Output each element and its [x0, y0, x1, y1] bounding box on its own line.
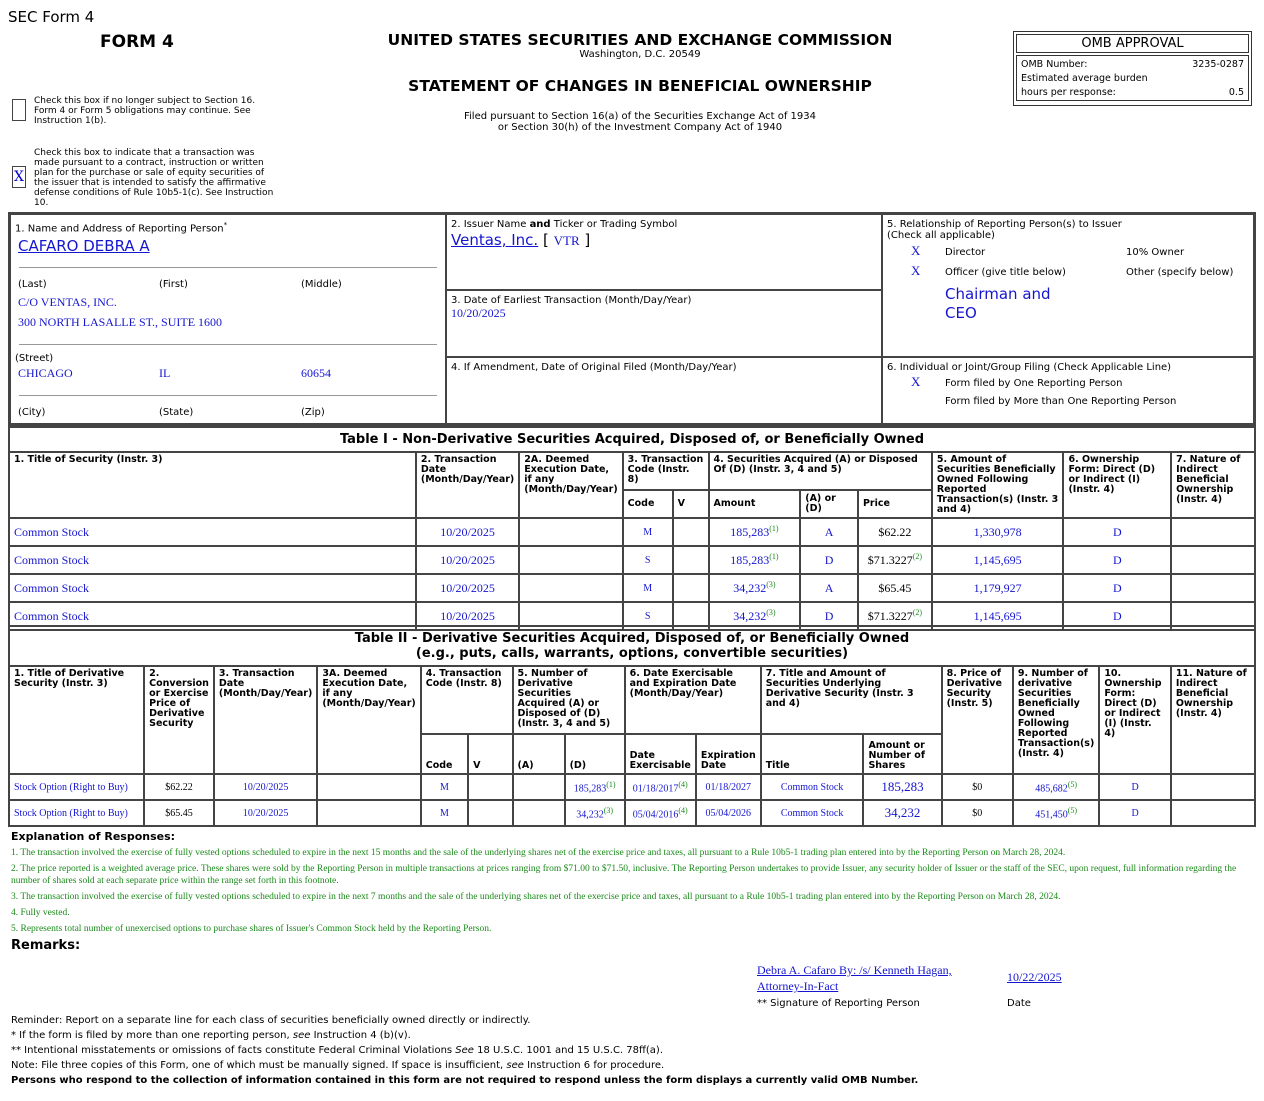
page-title: SEC Form 4 — [8, 8, 95, 26]
omb-number-label: OMB Number: — [1021, 59, 1088, 70]
note-multiple-persons: * If the form is filed by more than one reporting person, see Instruction 4 (b)(v). — [11, 1030, 411, 1041]
signature-link[interactable]: Debra A. Cafaro By: /s/ Kenneth Hagan, Attorney-In-Fact — [757, 963, 952, 993]
reminder: Reminder: Report on a separate line for each class of securities beneficially owned directly or indirectly. — [11, 1015, 531, 1026]
box-filing-type: 6. Individual or Joint/Group Filing (Check Applicable Line) X Form filed by One Reporting Person Form filed by More than One Reporting Person — [882, 357, 1254, 424]
officer-checkmark[interactable]: X — [911, 263, 921, 278]
table-derivative: Table II - Derivative Securities Acquired, Disposed of, or Beneficially Owned (e.g., puts, calls, warrants, options, convertible securities) 1. Title of Derivative Security (Instr. 3) 2. Conversion or Exercise Price of Derivative Security 3. Transaction Date (Month/Day/Year) 3A. Deemed Execution Date, if any (Month/Day/Year) 4. Transaction Code (Instr. 8) 5. Number of Derivative Securities Acquired (A) or Disposed of (D) (Instr. 3, 4 and 5) 6. Date Exercisable and Expiration Date (Month/Day/Year) 7. Title and Amount of Securities Underlying Derivative Security (Instr. 3 and 4) 8. Price of Derivative Security (Instr. 5) 9. Number of derivative Securities Beneficially Owned Following Reported Transaction(s) (Instr. 4) 10. Ownership Form: Direct (D) or Indirect (I) (Instr. 4) 11. Nature of Indirect Beneficial Ownership (Instr. 4) Code V (A) (D) Date Exercisable Expiration Date Title Amount or Number of Shares Stock Option (Right to Buy) $62.22 10/20/2025 M 185,283$^{(1)}$ 01/18/2017$^{(4)}$ 01/18/2027 Common Stock 185,283 $0 485,682$^{(5)}$ D Stock Option (Right to Buy) $65.45 10/20/2025 M 34,232$^{(3)}$ 05/04/2016$^{(4)}$ 05/04/2026 Common Stock 34,232 $0 451,450$^{(5)}$ D — [8, 625, 1256, 827]
section16-checkbox[interactable] — [12, 99, 26, 121]
footnote-4: 4. Fully vested. — [11, 908, 70, 918]
footnote-3: 3. The transaction involved the exercise of fully vested options scheduled to expire in the next 7 months and the sale of the underlying shares net of the exercise price and taxes, all pursuant to a Rule 10b5-1 trading plan entered into by the Reporting Person on March 28, 2024. — [11, 892, 1061, 902]
table2-caption: Table II - Derivative Securities Acquired, Disposed of, or Beneficially Owned (e.g., puts, calls, warrants, options, convertible securities) — [9, 626, 1255, 666]
statement-title: STATEMENT OF CHANGES IN BENEFICIAL OWNERSHIP — [408, 77, 872, 95]
table1-caption: Table I - Non-Derivative Securities Acquired, Disposed of, or Beneficially Owned — [9, 427, 1255, 452]
issuer-name-link[interactable]: Ventas, Inc. — [451, 231, 539, 249]
omb-approval-box — [1013, 31, 1252, 106]
omb-hours: 0.5 — [1228, 87, 1244, 98]
section16-checkbox-label: Check this box if no longer subject to Section 16. Form 4 or Form 5 obligations may continue. See Instruction 1(b). — [34, 96, 256, 126]
earliest-transaction-date: 10/20/2025 — [451, 306, 506, 320]
footer-notes — [11, 1013, 918, 1088]
footnote-1: 1. The transaction involved the exercise of fully vested options scheduled to expire in the next 15 months and the sale of the underlying shares net of the exercise price and taxes, all pursuant to a Rule 10b5-1 trading plan entered into by the Reporting Person on March 28, 2024. — [11, 848, 1066, 858]
explanation-heading: Explanation of Responses: — [11, 830, 176, 843]
filed-pursuant: Filed pursuant to Section 16(a) of the Securities Exchange Act of 1934 or Section 30(h) of the Investment Company Act of 1940 — [464, 111, 816, 133]
date-label: Date — [1007, 998, 1031, 1009]
city: CHICAGO — [18, 366, 73, 380]
signature-label: ** Signature of Reporting Person — [757, 998, 920, 1009]
omb-hours-label: hours per response: — [1021, 87, 1116, 98]
table-row: Common Stock 10/20/2025 M 34,232$^{(3)}$ A $65.45 1,179,927 D — [9, 574, 1255, 602]
signature-date: 10/22/2025 — [1007, 970, 1062, 984]
omb-notice: Persons who respond to the collection of information contained in this form are not required to respond unless the form displays a currently valid OMB Number. — [11, 1075, 919, 1086]
agency-title: UNITED STATES SECURITIES AND EXCHANGE COMMISSION — [387, 31, 893, 49]
agency-location: Washington, D.C. 20549 — [579, 49, 701, 60]
omb-burden-label: Estimated average burden — [1021, 73, 1148, 84]
box-amendment: 4. If Amendment, Date of Original Filed (Month/Day/Year) — [446, 357, 882, 424]
officer-title: Chairman and CEO — [945, 285, 1051, 322]
form-header — [370, 31, 910, 133]
omb-number: 3235-0287 — [1192, 59, 1244, 70]
table-row: Stock Option (Right to Buy) $62.22 10/20/2025 M 185,283$^{(1)}$ 01/18/2017$^{(4)}$ 01/18/2027 Common Stock 185,283 $0 485,682$^{(5)}$ D — [9, 774, 1255, 800]
note-misstatements: ** Intentional misstatements or omissions of facts constitute Federal Criminal Violations See 18 U.S.C. 1001 and 15 U.S.C. 78ff(a). — [11, 1045, 664, 1056]
rule10b5-checkbox[interactable]: X — [12, 166, 26, 188]
box-relationship: 5. Relationship of Reporting Person(s) to Issuer (Check all applicable) X Director 10% Owner X Officer (give title below) Other (specify below) Chairman and CEO — [882, 214, 1254, 357]
state: IL — [159, 366, 171, 380]
box-reporting-person: 1. Name and Address of Reporting Person* CAFARO DEBRA A (Last) (First) (Middle) C/O VENTAS, INC. 300 NORTH LASALLE ST., SUITE 1600 (Street) CHICAGO IL 60654 (City) (State) (Zip) — [10, 214, 446, 424]
explanation-of-responses — [11, 830, 1256, 935]
box-earliest-transaction: 3. Date of Earliest Transaction (Month/Day/Year) 10/20/2025 — [446, 290, 882, 357]
table-non-derivative: Table I - Non-Derivative Securities Acquired, Disposed of, or Beneficially Owned 1. Title of Security (Instr. 3) 2. Transaction Date (Month/Day/Year) 2A. Deemed Execution Date, if any (Month/Day/Year) 3. Transaction Code (Instr. 8) 4. Securities Acquired (A) or Disposed Of (D) (Instr. 3, 4 and 5) 5. Amount of Securities Beneficially Owned Following Reported Transaction(s) (Instr. 3 and 4) 6. Ownership Form: Direct (D) or Indirect (I) (Instr. 4) 7. Nature of Indirect Beneficial Ownership (Instr. 4) Code V Amount (A) or (D) Price Common Stock 10/20/2025 M 185,283$^{(1)}$ A $62.22 1,330,978 D Common Stock 10/20/2025 S 185,283$^{(1)}$ D $71.3227$^{(2)}$ 1,145,695 D Common Stock 10/20/2025 M 34,232$^{(3)}$ A $65.45 1,179,927 D Common Stock 10/20/2025 S 34,232$^{(3)}$ D $71.3227$^{(2)}$ 1,145,695 D — [8, 426, 1256, 631]
remarks-heading: Remarks: — [11, 938, 81, 953]
note-copies: Note: File three copies of this Form, one of which must be manually signed. If space is insufficient, see Instruction 6 for procedure. — [11, 1060, 665, 1071]
table-row: Common Stock 10/20/2025 S 34,232$^{(3)}$ D $71.3227$^{(2)}$ 1,145,695 D — [9, 602, 1255, 630]
table-row: Common Stock 10/20/2025 M 185,283$^{(1)}$ A $62.22 1,330,978 D — [9, 518, 1255, 546]
omb-title: OMB APPROVAL — [1016, 34, 1249, 53]
footnote-2: 2. The price reported is a weighted average price. These shares were sold by the Reporting Person in multiple transactions at prices ranging from $71.00 to $71.50, inclusive. The Reporting Person undertakes to provide Issuer, any security holder of Issuer or the staff of the SEC, upon request, full information regarding the number of shares sold at each separate price within the range set forth in this footnote. — [11, 864, 1237, 886]
reporting-info-grid — [8, 212, 1256, 426]
form-label: FORM 4 — [100, 32, 174, 52]
table-row: Common Stock 10/20/2025 S 185,283$^{(1)}$ D $71.3227$^{(2)}$ 1,145,695 D — [9, 546, 1255, 574]
box-issuer: 2. Issuer Name and Ticker or Trading Symbol Ventas, Inc. [ VTR ] — [446, 214, 882, 290]
ticker-symbol: VTR — [553, 233, 580, 248]
director-checkmark[interactable]: X — [911, 243, 921, 258]
footnote-5: 5. Represents total number of unexercised options to purchase shares of Issuer's Common Stock held by the Reporting Person. — [11, 924, 492, 934]
rule10b5-checkbox-label: Check this box to indicate that a transaction was made pursuant to a contract, instruction or written plan for the purchase or sale of equity securities of the issuer that is intended to satisfy the affirmative defense conditions of Rule 10b5-1(c). See Instruction 10. — [34, 148, 274, 208]
one-person-checkmark[interactable]: X — [911, 374, 921, 389]
street-line1: C/O VENTAS, INC. — [18, 295, 117, 309]
street-line2: 300 NORTH LASALLE ST., SUITE 1600 — [18, 315, 223, 329]
table-row: Stock Option (Right to Buy) $65.45 10/20/2025 M 34,232$^{(3)}$ 05/04/2016$^{(4)}$ 05/04/2026 Common Stock 34,232 $0 451,450$^{(5)}$ D — [9, 800, 1255, 826]
zip: 60654 — [301, 366, 331, 380]
reporting-person-name-link[interactable]: CAFARO DEBRA A — [18, 237, 150, 255]
